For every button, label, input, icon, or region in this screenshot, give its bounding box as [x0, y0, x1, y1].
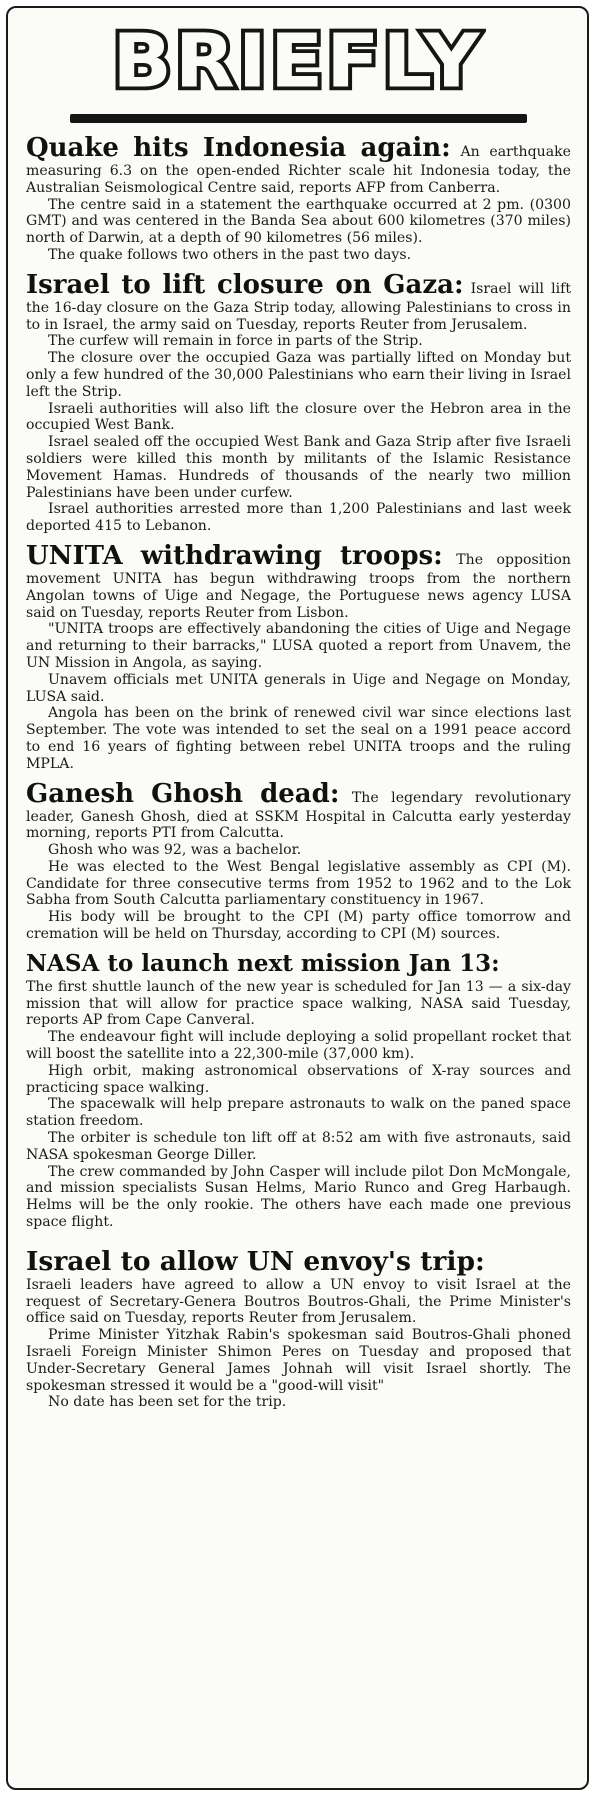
story-un-envoy — [26, 1247, 571, 1411]
story-quake — [26, 133, 571, 264]
story-lead: The legendary revolutionary leader, Ganesh Ghosh, died at SSKM Hospital in Calcutta early yesterday morning, reports PTI from Calcutta. — [26, 789, 571, 842]
headline-quake: Quake hits Indonesia again: — [26, 133, 451, 163]
story-paragraph: He was elected to the West Bengal legislative assembly as CPI (M). Candidate for three consecutive terms from 1952 to 1962 and to the Lok Sabha from South Calcutta parliamentary constituency in 1967. — [26, 858, 571, 909]
headline-un-envoy: Israel to allow UN envoy's trip: — [26, 1245, 485, 1277]
story-paragraph: Israel sealed off the occupied West Bank and Gaza Strip after five Israeli soldiers were killed this month by militants of the Islamic Resistance Movement Hamas. Hundreds of thousands of the nearly two million Palestinians have been under curfew. — [26, 434, 571, 501]
headline-gaza: Israel to lift closure on Gaza: — [26, 269, 464, 300]
story-paragraph: High orbit, making astronomical observations of X-ray sources and practicing space walking. — [26, 1062, 571, 1096]
story-paragraph: The curfew will remain in force in parts of the Strip. — [48, 333, 423, 350]
story-lead: The first shuttle launch of the new year is scheduled for Jan 13 — a six-day mission that will allow for practice space walking, NASA said Tuesday, reports AP from Cape Canveral. — [26, 978, 571, 1029]
news-page — [6, 6, 589, 1790]
story-gaza — [26, 270, 571, 535]
story-nasa — [26, 949, 571, 1231]
masthead-title: BRIEFLY — [112, 19, 483, 105]
story-paragraph: Angola has been on the brink of renewed civil war since elections last September. The vote was intended to set the seal on a 1991 peace accord to end 16 years of fighting between rebel UNITA troops and the ruling MPLA. — [26, 705, 571, 772]
story-paragraph: The quake follows two others in the past two days. — [48, 246, 412, 263]
story-lead: Israeli leaders have agreed to allow a UN envoy to visit Israel at the request of Secretary-Genera Boutros Boutros-Ghali, the Prime Minister's office said on Tuesday, reports Reuter from Jerusalem. — [26, 1276, 571, 1327]
story-paragraph: The endeavour fight will include deploying a solid propellant rocket that will boost the satellite into a 22,300-mile (37,000 km). — [26, 1029, 571, 1063]
story-paragraph: No date has been set for the trip. — [48, 1394, 287, 1411]
story-paragraph: Ghosh who was 92, was a bachelor. — [48, 842, 302, 859]
story-paragraph: The centre said in a statement the earthquake occurred at 2 pm. (0300 GMT) and was centered in the Banda Sea about 600 kilometres (370 miles) north of Darwin, at a depth of 90 kilometres (56 miles). — [26, 196, 571, 247]
masthead-rule — [70, 114, 527, 123]
story-paragraph: Israel authorities arrested more than 1,200 Palestinians and last week deported 415 to Lebanon. — [26, 501, 571, 535]
story-paragraph: The crew commanded by John Casper will include pilot Don McMongale, and mission specialists Susan Helms, Mario Runco and Greg Harbaugh. Helms will be the only rookie. The others have each made one previous space flight. — [26, 1163, 571, 1231]
story-lead: The opposition movement UNITA has begun withdrawing troops from the northern Angolan towns of Uige and Negage, the Portuguese news agency LUSA said on Tuesday, reports Reuter from Lisbon. — [26, 551, 571, 621]
headline-nasa: NASA to launch next mission Jan 13: — [26, 949, 500, 977]
story-paragraph: The spacewalk will help prepare astronauts to walk on the paned space station freedom. — [26, 1096, 571, 1130]
story-lead: An earthquake measuring 6.3 on the open-ended Richter scale hit Indonesia today, the Australian Seismological Centre said, reports AFP from Canberra. — [26, 144, 572, 196]
masthead — [8, 16, 587, 114]
story-paragraph: "UNITA troops are effectively abandoning the cities of Uige and Negage and returning to their barracks," LUSA quoted a report from Unavem, the UN Mission in Angola, as saying. — [26, 621, 571, 671]
story-paragraph: Prime Minister Yitzhak Rabin's spokesman said Boutros-Ghali phoned Israeli Foreign Minister Shimon Peres on Tuesday and proposed that Under-Secretary General James Johnah will visit Israel shortly. The spokesman stressed it would be a "good-will visit" — [26, 1327, 571, 1394]
story-unita — [26, 541, 571, 773]
story-paragraph: Israeli authorities will also lift the closure over the Hebron area in the occupied West Bank. — [26, 400, 571, 434]
story-paragraph: Unavem officials met UNITA generals in Uige and Negage on Monday, LUSA said. — [26, 671, 571, 705]
story-paragraph: The closure over the occupied Gaza was partially lifted on Monday but only a few hundred of the 30,000 Palestinians who earn their living in Israel left the Strip. — [26, 350, 572, 400]
stories — [8, 123, 587, 1411]
story-paragraph: His body will be brought to the CPI (M) party office tomorrow and cremation will be held on Thursday, according to CPI (M) sources. — [26, 909, 571, 943]
headline-ghosh: Ganesh Ghosh dead: — [26, 778, 340, 809]
story-lead: Israel will lift the 16-day closure on the Gaza Strip today, allowing Palestinians to cross in to in Israel, the army said on Tuesday, reports Reuter from Jerusalem. — [26, 280, 571, 333]
story-paragraph: The orbiter is schedule ton lift off at 8:52 am with five astronauts, said NASA spokesman George Diller. — [26, 1130, 571, 1163]
story-ghosh — [26, 779, 571, 943]
headline-unita: UNITA withdrawing troops: — [26, 540, 443, 571]
